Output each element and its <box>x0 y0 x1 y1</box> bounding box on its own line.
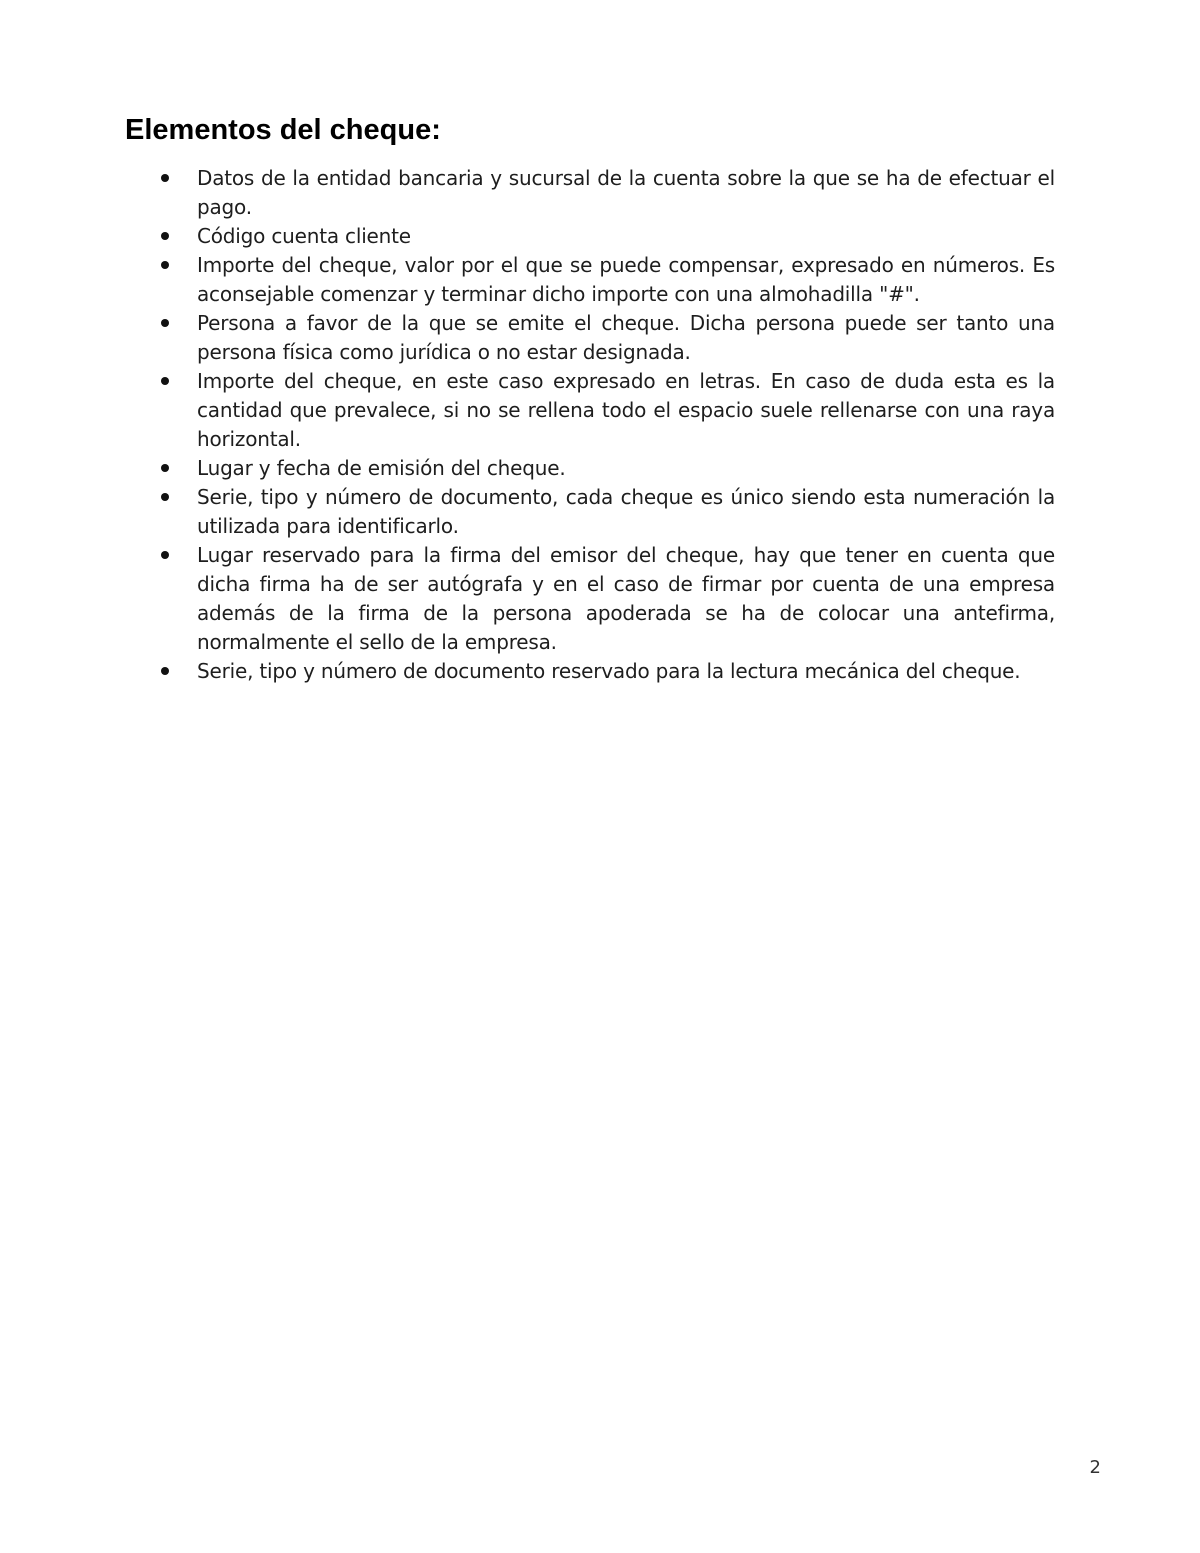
bullet-icon <box>161 551 169 559</box>
list-item <box>160 541 1055 657</box>
bullet-icon <box>161 464 169 472</box>
list-item <box>160 454 1055 483</box>
list-item-text: Lugar y fecha de emisión del cheque. <box>197 456 566 480</box>
bullet-icon <box>161 667 169 675</box>
list-item <box>160 222 1055 251</box>
list-item-text: Serie, tipo y número de documento, cada cheque es único siendo esta numeración la utilizada para identificarlo. <box>197 485 1055 538</box>
list-item-text: Importe del cheque, en este caso expresado en letras. En caso de duda esta es la cantidad que prevalece, si no se rellena todo el espacio suele rellenarse con una raya horizontal. <box>197 369 1055 451</box>
list-item <box>160 164 1055 222</box>
list-item <box>160 309 1055 367</box>
list-item-text: Serie, tipo y número de documento reservado para la lectura mecánica del cheque. <box>197 659 1021 683</box>
list-item-text: Lugar reservado para la firma del emisor del cheque, hay que tener en cuenta que dicha firma ha de ser autógrafa y en el caso de firmar por cuenta de una empresa además de la firma de la persona apoderada se ha de colocar una antefirma, normalmente el sello de la empresa. <box>197 543 1055 654</box>
list-item <box>160 483 1055 541</box>
list-item <box>160 657 1055 686</box>
bullet-icon <box>161 493 169 501</box>
list-item-text: Importe del cheque, valor por el que se puede compensar, expresado en números. Es aconsejable comenzar y terminar dicho importe con una almohadilla "#". <box>197 253 1055 306</box>
page-number: 2 <box>1089 1457 1101 1478</box>
page-heading: Elementos del cheque: <box>125 114 441 146</box>
list-item-text: Datos de la entidad bancaria y sucursal de la cuenta sobre la que se ha de efectuar el pago. <box>197 166 1055 219</box>
list-item-text: Persona a favor de la que se emite el cheque. Dicha persona puede ser tanto una persona física como jurídica o no estar designada. <box>197 311 1055 364</box>
bullet-icon <box>161 232 169 240</box>
bullet-icon <box>161 261 169 269</box>
list-item-text: Código cuenta cliente <box>197 224 411 248</box>
list-item <box>160 367 1055 454</box>
bullet-list <box>160 164 1055 686</box>
bullet-icon <box>161 377 169 385</box>
list-item <box>160 251 1055 309</box>
bullet-icon <box>161 174 169 182</box>
bullet-icon <box>161 319 169 327</box>
